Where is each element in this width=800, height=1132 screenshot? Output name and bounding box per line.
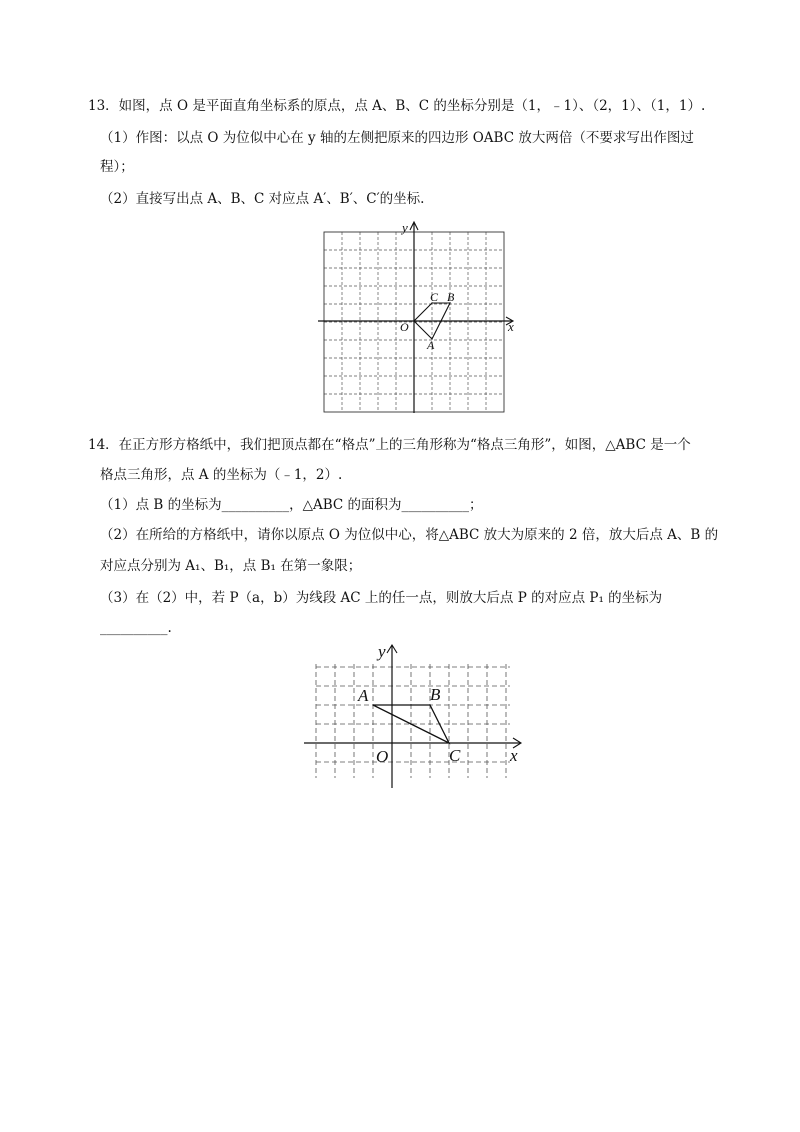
q14-part2-line1: （2）在所给的方格纸中，请你以原点 O 为位似中心，将△ABC 放大为原来的 2 倍，放大后点 A、B 的 — [100, 527, 719, 543]
q13-c-label: C — [430, 290, 439, 304]
q13-part2: （2）直接写出点 A、B、C 对应点 A′、B′、C′的坐标. — [100, 191, 425, 207]
q14-y-label: y — [378, 642, 386, 661]
q14-o-label: O — [376, 747, 389, 766]
q14-part3-line1: （3）在（2）中，若 P（a，b）为线段 AC 上的任一点，则放大后点 P 的对应点 P₁ 的坐标为 — [100, 590, 663, 606]
q14-stem-line1: 14．在正方形方格纸中，我们把顶点都在“格点”上的三角形称为“格点三角形”，如图，△ABC 是一个 — [88, 437, 691, 453]
q14-part3-line2: __________. — [100, 620, 172, 636]
q14-coordinate-figure — [300, 640, 530, 790]
q14-stem-line2: 格点三角形，点 A 的坐标为（﹣1，2）. — [100, 467, 343, 483]
q13-y-label: y — [402, 220, 408, 235]
q13-part1-line2: 程）； — [100, 159, 134, 175]
q13-x-label: x — [508, 319, 514, 334]
q14-part2-line2: 对应点分别为 A₁、B₁，点 B₁ 在第一象限； — [100, 558, 362, 574]
q13-a-label: A — [427, 338, 435, 352]
q13-part1-line1: （1）作图：以点 O 为位似中心在 y 轴的左侧把原来的四边形 OABC 放大两倍（不要求写出作图过 — [100, 130, 694, 146]
q14-c-label: C — [449, 746, 461, 765]
q14-part1: （1）点 B 的坐标为__________，△ABC 的面积为__________； — [100, 497, 483, 513]
q14-b-label: B — [430, 685, 441, 704]
q13-stem: 13．如图，点 O 是平面直角坐标系的原点，点 A、B、C 的坐标分别是（1，﹣1）、（2，1）、（1，1）. — [88, 98, 706, 114]
q14-a-label: A — [358, 686, 369, 705]
q13-b-label: B — [447, 290, 455, 304]
q14-grid — [316, 664, 510, 778]
q13-o-label: O — [400, 320, 409, 334]
q13-coordinate-figure — [310, 215, 520, 415]
q14-x-label: x — [510, 746, 518, 765]
